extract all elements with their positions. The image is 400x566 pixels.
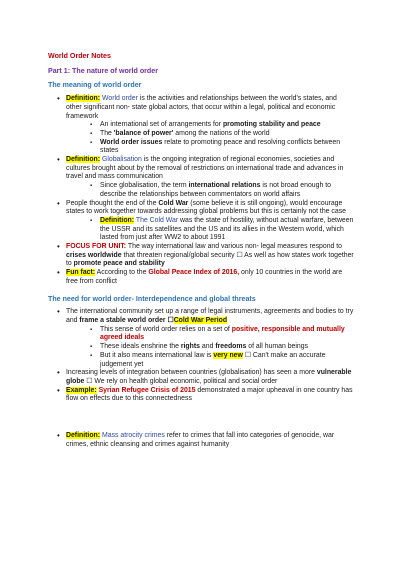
definition-label: Definition: xyxy=(66,95,101,103)
sub-list xyxy=(66,121,354,156)
need-list xyxy=(48,308,354,404)
sub-list xyxy=(66,217,354,243)
text: Increasing levels of integration between countries (globalisation) has seen a more xyxy=(66,369,317,377)
bold-text: vulnerable globe xyxy=(66,369,352,385)
list-item xyxy=(48,95,354,156)
text: and xyxy=(199,343,216,351)
text: ☐ We rely on health global economic, political and social order xyxy=(84,377,278,385)
definition-label: Definition: xyxy=(66,432,101,440)
term: The Cold War xyxy=(135,216,179,224)
text: of all human beings xyxy=(246,343,309,351)
list-item xyxy=(48,269,354,286)
list-item xyxy=(90,121,354,130)
highlight-red-text: Global Peace Index of 2016, xyxy=(148,269,240,277)
list-item xyxy=(90,217,354,243)
term: World order xyxy=(102,95,138,103)
list-item xyxy=(48,369,354,386)
highlight-red-text: positive, responsible and mutually agreed ideals xyxy=(100,325,345,342)
list-item xyxy=(48,243,354,269)
bold-text: frame a stable world order ☐ xyxy=(79,316,174,324)
sub-list xyxy=(66,182,354,199)
list-item xyxy=(48,200,354,244)
definition-text: is the ongoing integration of regional economies, societies and cultures brought about by the removal of restrictions on international trade and advances in travel and mass communication xyxy=(66,156,344,181)
meaning-list xyxy=(48,95,354,286)
list-item xyxy=(90,326,354,343)
spacer xyxy=(48,287,354,295)
highlight-text: very new xyxy=(213,351,243,359)
bold-text: crises worldwide xyxy=(66,251,122,259)
text: According to the xyxy=(95,269,149,277)
list-item xyxy=(48,432,354,449)
list-item xyxy=(48,387,354,404)
bold-text: promote peace and stability xyxy=(73,260,165,268)
list-item xyxy=(90,182,354,199)
document-body xyxy=(48,52,354,449)
list-item xyxy=(90,139,354,156)
list-item xyxy=(90,130,354,139)
focus-label: FOCUS FOR UNIT: xyxy=(66,243,127,251)
section-heading-need: The need for world order- Interdependence and global threats xyxy=(48,294,256,303)
section-heading-meaning: The meaning of world order xyxy=(48,81,142,90)
term: Mass atrocity crimes xyxy=(102,432,165,440)
example-label: Example: xyxy=(66,386,97,394)
document-title: World Order Notes xyxy=(48,52,111,60)
text: ☐ Can't make an accurate judgement yet xyxy=(100,351,326,368)
text: that threaten regional/global security ☐ As well as how states work together to xyxy=(66,251,354,268)
highlight-text: Cold War Period xyxy=(173,316,228,324)
text: The international community set up a range of legal instruments, agreements and bodies to try and xyxy=(66,308,354,324)
definition-text: is the activities and relationships between the world's states, and other significant non- state global actors, that occur within a legal, political and economic framework xyxy=(66,95,337,120)
bold-text: World order issues xyxy=(100,138,163,146)
text: But it also means international law is xyxy=(100,351,214,359)
spacer xyxy=(48,404,354,432)
text: demonstrated a major upheaval in one country has flow on effects due to this connectedness xyxy=(66,386,353,403)
part-heading: Part 1: The nature of world order xyxy=(48,66,158,75)
text: (some believe it is still ongoing), would encourage states to work together towards addressing global problems but this is certainly not the case xyxy=(66,199,346,216)
list-item xyxy=(48,156,354,200)
definition-text: refer to crimes that fall into categories of genocide, war crimes, ethnic cleansing and crimes against humanity xyxy=(66,432,335,448)
text: This sense of world order relies on a set of xyxy=(100,325,232,333)
text: An international set of arrangements for xyxy=(100,121,223,129)
list-item xyxy=(90,343,354,352)
highlight-red-text: Syrian Refugee Crisis of 2015 xyxy=(98,386,196,394)
bold-text: rights xyxy=(180,343,200,351)
text: The xyxy=(100,129,114,137)
fun-fact-label: Fun fact: xyxy=(66,269,96,277)
text: The way international law and various non- legal measures respond to xyxy=(126,243,343,251)
bold-text: freedoms xyxy=(215,343,247,351)
bold-text: 'balance of power' xyxy=(113,129,174,137)
text: These ideals enshrine the xyxy=(100,343,181,351)
list-item xyxy=(48,308,354,369)
text: Since globalisation, the term xyxy=(100,182,189,190)
text: only 10 countries in the world are free from conflict xyxy=(66,269,343,285)
definition-label: Definition: xyxy=(100,216,135,224)
text: is not broad enough to describe the relationships between commentators on world affairs xyxy=(100,182,331,198)
bold-text: promoting stability and peace xyxy=(222,121,321,129)
text: People thought the end of the xyxy=(66,199,159,207)
atrocity-list xyxy=(48,432,354,449)
text: relate to promoting peace and resolving conflicts between states xyxy=(100,138,341,155)
text: among the nations of the world xyxy=(173,129,270,137)
list-item xyxy=(90,352,354,369)
bold-text: Cold War xyxy=(158,199,189,207)
sub-list xyxy=(66,326,354,370)
definition-text: was the state of hostility, without actual warfare, between the USSR and its satellites and the US and its allies in the Western world, which lasted from just after WW2 to about 1991 xyxy=(100,216,354,242)
definition-label: Definition: xyxy=(66,156,101,164)
bold-text: international relations xyxy=(188,182,261,190)
term: Globalisation xyxy=(102,156,142,164)
